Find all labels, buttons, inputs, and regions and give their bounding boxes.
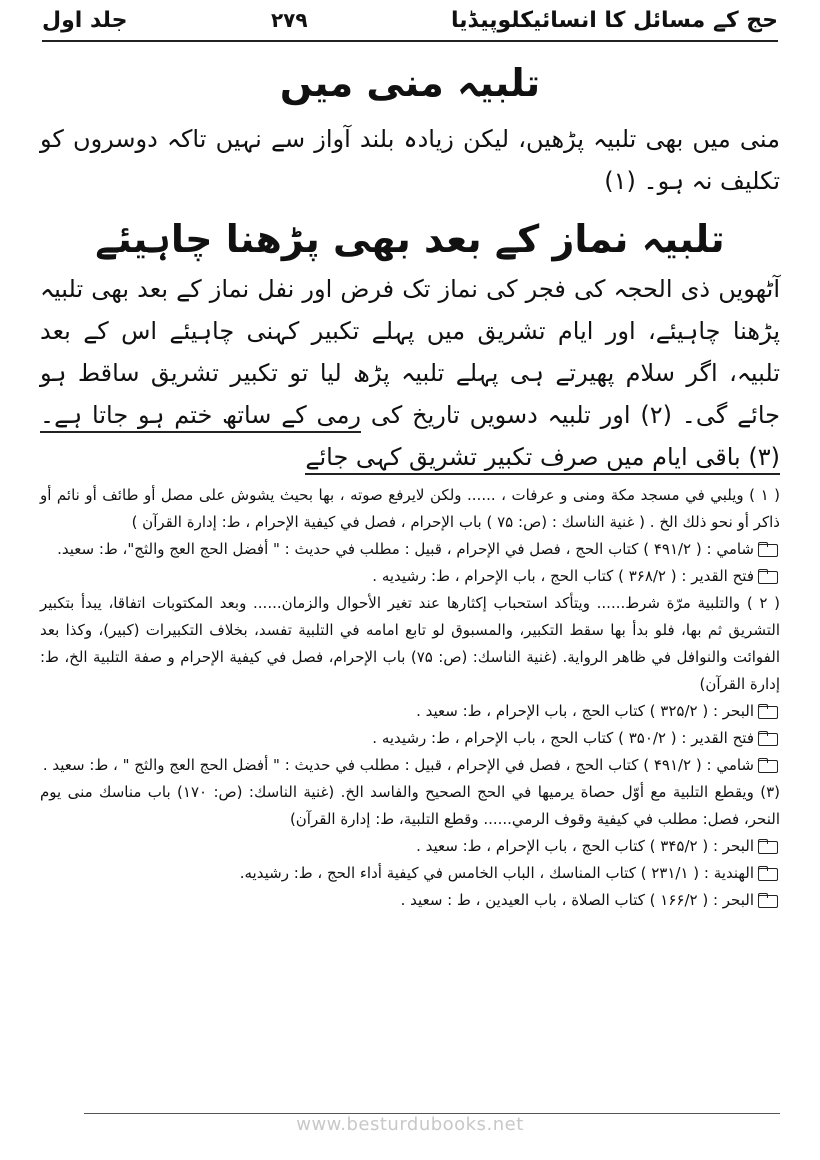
footnote-1: ( ۱ ) ويلبي في مسجد مكة ومنى و عرفات ، ...... ولكن لايرفع صوته ، بها بحيث يشوش على مصل أو طائف أو نائم أو ذاكر أو نحو ذلك الخ . ( غنية الناسك : (ص: ۷۵ ) باب الإحرام ، فصل في كيفية الإحرام ، ط: إدارة القرآن ) <box>40 486 780 531</box>
page-header <box>42 0 778 42</box>
section-heading-talbiya-mina: تلبیہ منی میں <box>279 61 541 105</box>
footnote-reference: شامي : ( ۴۹۱/۲ ) كتاب الحج ، فصل في الإحرام ، قبيل : مطلب في حديث : " أفضل الحج العج والثج " ، ط: سعيد . <box>40 752 780 779</box>
watermark: www.besturdubooks.net <box>296 1114 524 1135</box>
page-number: ۲۷۹ <box>270 8 308 32</box>
footnote-2: ( ۲ ) والتلبية مرّة شرط...... ويتأكد استحباب إكثارها عند تغير الأحوال والزمان...... وبعد المكتوبات اتفاقا، يبدأ بتكبير التشريق ثم بها، فلو بدأ بها سقط التكبير، والمسبوق لو تابع امامه في التلبية تفسد، بخلاف التكبيرات (كبير)، وكذا بعد الفوائت والنوافل في ظاهر الرواية. (غنية الناسك: (ص: ۷۵) باب الإحرام، فصل في كيفية الإحرام و صفة التلبية الخ، ط: إدارة القرآن) <box>40 594 781 693</box>
section-text-main: آٹھویں ذی الحجہ کی فجر کی نماز تک فرض اور نفل نماز کے بعد بھی تلبیہ پڑھنا چاہیئے، اور ایام تشریق میں پہلے تکبیر کہنی چاہیئے اس کے بعد تلبیہ، اگر سلام پھیرتے ہی پہلے تلبیہ پڑھ لیا تو تکبیر تشریق ساقط ہو جائے گی۔ (۲) اور تلبیہ دسویں تاریخ کی <box>40 275 780 429</box>
footnote-reference: فتح القدير : ( ۳۵۰/۲ ) كتاب الحج ، باب الإحرام ، ط: رشيديه . <box>40 725 780 752</box>
footnote-reference: البحر : ( ۳۲۵/۲ ) كتاب الحج ، باب الإحرام ، ط: سعيد . <box>40 698 780 725</box>
section-text-talbiya-after-prayer <box>40 268 780 478</box>
section-text-talbiya-mina: منی میں بھی تلبیہ پڑھیں، لیکن زیادہ بلند آواز سے نہیں تاکہ دوسروں کو تکلیف نہ ہو۔ (۱) <box>40 125 780 195</box>
footnote-reference: الهندية : ( ۲۳۱/۱ ) كتاب المناسك ، الباب الخامس في كيفية أداء الحج ، ط: رشيديه. <box>40 860 780 887</box>
footnotes <box>40 482 780 914</box>
section-heading-talbiya-after-prayer: تلبیہ نماز کے بعد بھی پڑھنا چاہیئے <box>95 217 725 261</box>
footnote-reference: البحر : ( ۳۴۵/۲ ) كتاب الحج ، باب الإحرام ، ط: سعيد . <box>40 833 780 860</box>
footnote-reference: البحر : ( ۱۶۶/۲ ) كتاب الصلاة ، باب العيدين ، ط : سعيد . <box>40 887 780 914</box>
volume-label: جلد اول <box>42 7 128 33</box>
book-title: حج کے مسائل کا انسائیکلوپیڈیا <box>451 7 778 33</box>
footnote-3: (۳) ويقطع التلبية مع أوّل حصاة يرميها في الحج الصحيح والفاسد الخ. (غنية الناسك: (ص: ۱۷۰) باب مناسك منى يوم النحر، فصل: مطلب في كيفية وقوف الرمي...... وقطع التلبية، ط: إدارة القرآن) <box>40 783 781 828</box>
footnote-reference: فتح القدير : ( ۳۶۸/۲ ) كتاب الحج ، باب الإحرام ، ط: رشيديه . <box>40 563 780 590</box>
underlined-text: رمی کے ساتھ ختم ہو جاتا ہے۔ (۳) باقی ایام میں صرف تکبیر تشریق کہی جائے <box>40 401 780 475</box>
footnote-reference: شامي : ( ۴۹۱/۲ ) كتاب الحج ، فصل في الإحرام ، قبيل : مطلب في حديث : " أفضل الحج العج والثج"، ط: سعيد. <box>40 536 780 563</box>
